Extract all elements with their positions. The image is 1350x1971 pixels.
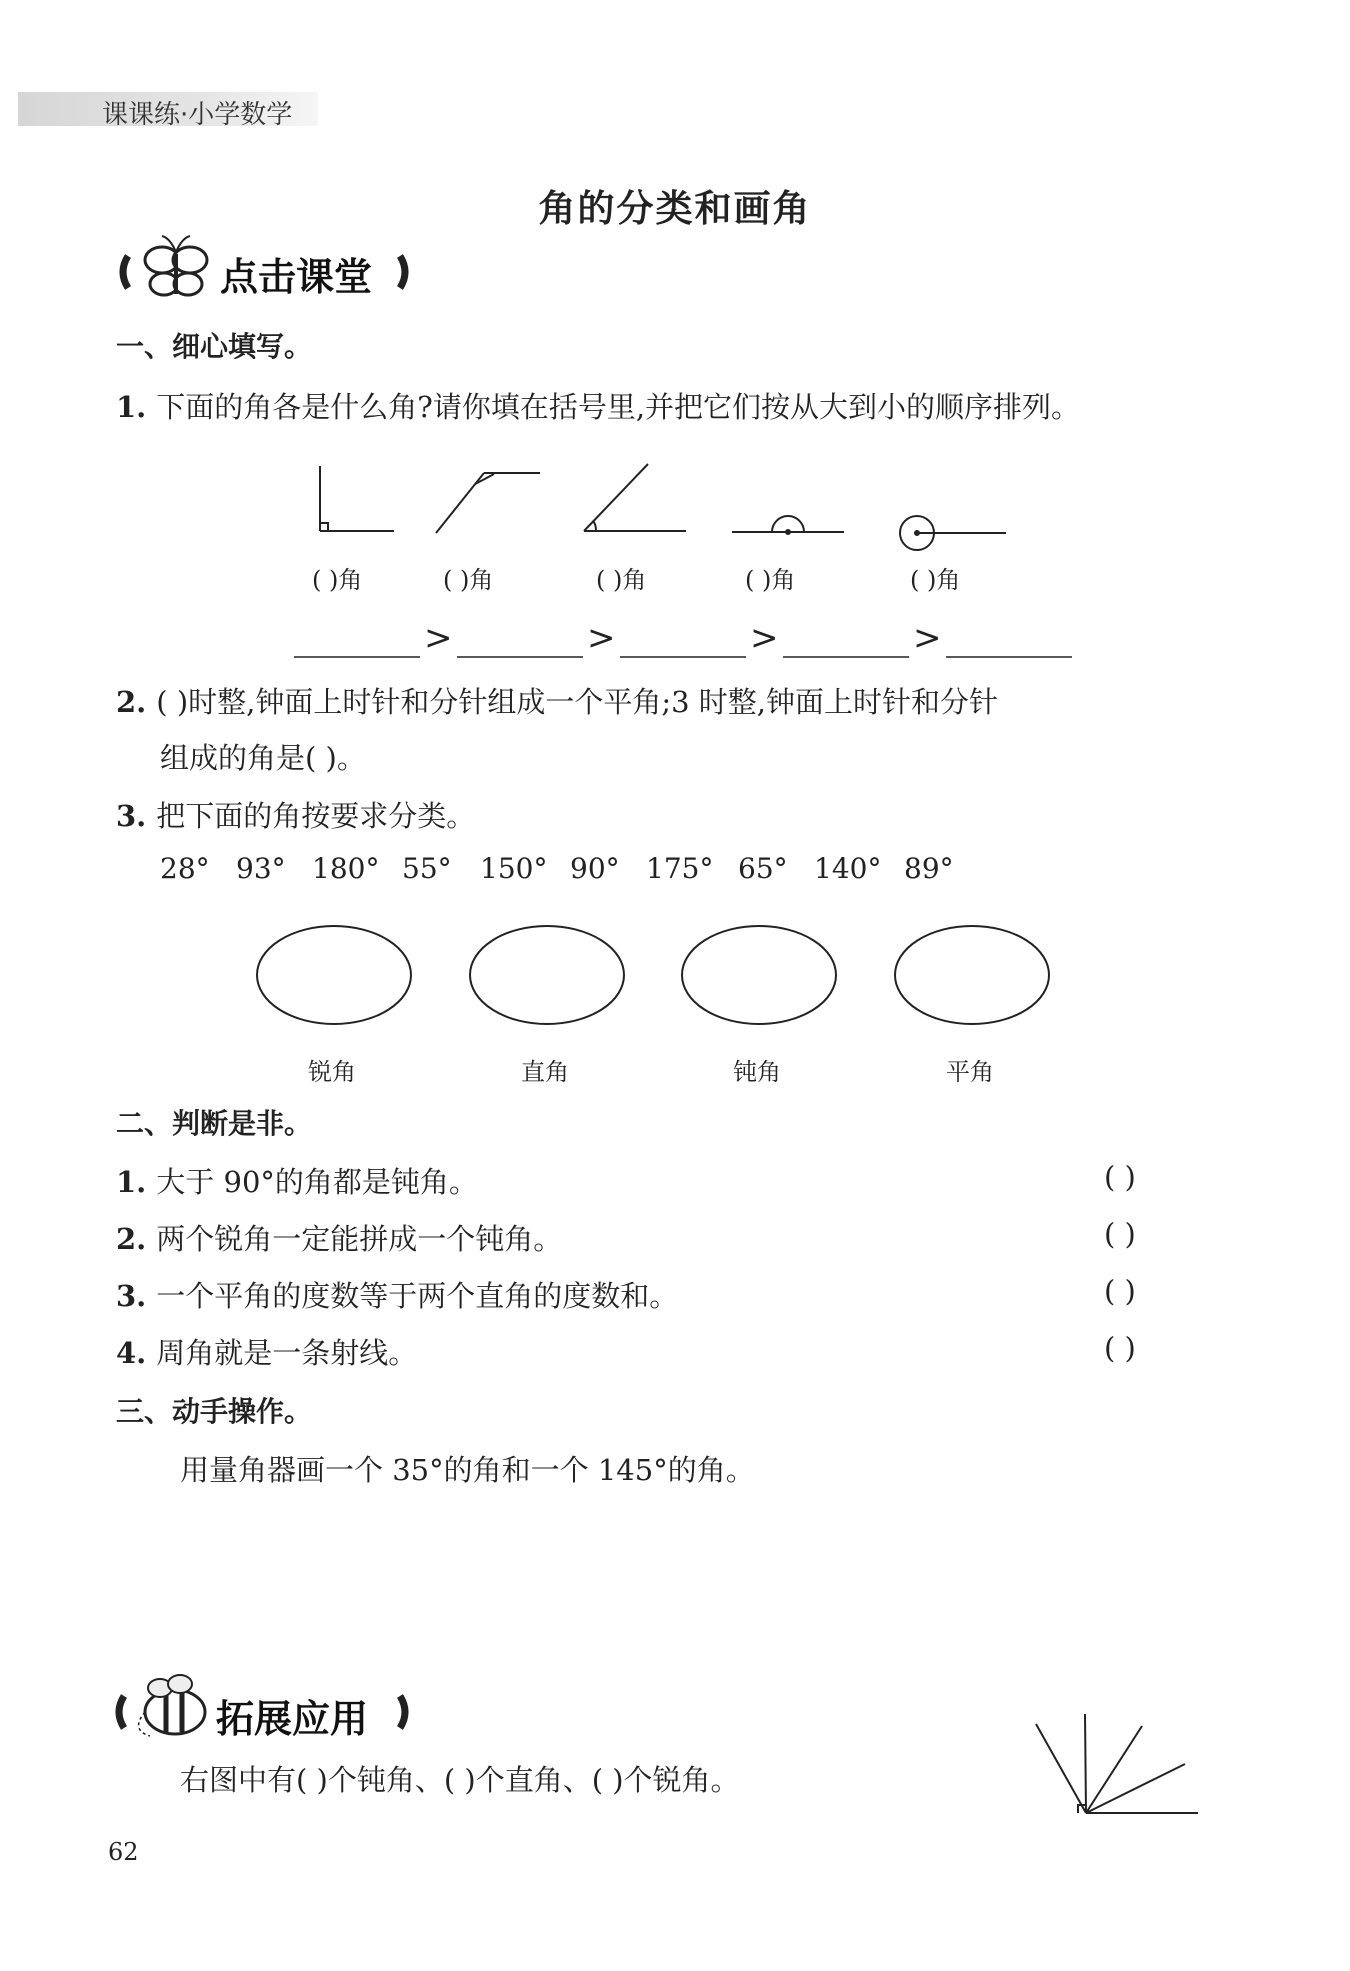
q1 [116,385,1080,426]
degree-4: 150° [480,852,548,885]
category-ovals [257,926,1049,1024]
order-sign-3: > [750,618,779,658]
part3-heading: 三、动手操作。 [116,1395,313,1428]
angle-figure-obtuse [436,473,540,533]
section-extend-title: 拓展应用 [216,1697,369,1741]
judge-item-2-text: 两个锐角一定能拼成一个钝角。 [156,1222,563,1256]
category-right: 直角 [521,1058,569,1086]
category-straight: 平角 [946,1058,994,1086]
order-sign-4: > [913,618,942,658]
angle-figure-right [320,466,394,531]
degree-8: 140° [814,852,882,885]
degree-3: 55° [402,852,452,885]
judge-item-1-blank[interactable]: ( ) [1104,1160,1136,1194]
judge-item-1-number: 1. [116,1165,147,1199]
extension-rays-figure [1036,1714,1198,1813]
part1-heading: 一、细心填写。 [116,330,313,363]
page-number: 62 [108,1838,139,1866]
bee-icon [139,1675,205,1736]
part2-heading: 二、判断是非。 [116,1107,313,1140]
judge-item-2-number: 2. [116,1222,147,1256]
extend-question: 右图中有( )个钝角、( )个直角、( )个锐角。 [180,1763,740,1797]
part3-task: 用量角器画一个 35°的角和一个 145°的角。 [180,1453,755,1487]
angle-label-1: ( )角 [312,566,363,594]
degree-0: 28° [160,852,210,885]
judge-item-3-blank[interactable]: ( ) [1104,1274,1136,1308]
degree-6: 175° [646,852,714,885]
angle-figure-acute [584,464,686,531]
judge-item-4-number: 4. [116,1336,147,1370]
judge-item-2-blank[interactable]: ( ) [1104,1217,1136,1251]
degree-1: 93° [236,852,286,885]
judge-item-3-number: 3. [116,1279,147,1313]
degree-7: 65° [738,852,788,885]
q2-line2: 组成的角是( )。 [160,741,366,775]
judge-item-1 [116,1160,478,1201]
series-header: 课课练·小学数学 [102,100,293,130]
section-click-title: 点击课堂 [220,255,373,299]
judge-item-2 [116,1217,562,1258]
butterfly-icon [145,236,207,295]
q3-text: 把下面的角按要求分类。 [156,799,476,833]
q2-text-1: ( )时整,钟面上时针和分针组成一个平角;3 时整,钟面上时针和分针 [156,685,999,719]
q1-text: 下面的角各是什么角?请你填在括号里,并把它们按从大到小的顺序排列。 [156,390,1081,424]
order-sign-1: > [424,618,453,658]
q2-number: 2. [116,685,147,719]
judge-item-3-text: 一个平角的度数等于两个直角的度数和。 [156,1279,679,1313]
judge-item-3 [116,1274,678,1315]
angle-label-3: ( )角 [596,566,647,594]
q2-line1 [116,680,998,721]
angle-label-4: ( )角 [745,566,796,594]
judge-item-4-text: 周角就是一条射线。 [156,1336,418,1370]
angle-figure-straight [732,516,844,534]
degree-2: 180° [312,852,380,885]
degree-9: 89° [904,852,954,885]
judge-item-4 [116,1331,417,1372]
q3 [116,794,475,835]
angle-label-2: ( )角 [443,566,494,594]
degree-5: 90° [570,852,620,885]
category-acute: 锐角 [308,1058,356,1086]
angle-figure-full [900,516,1006,550]
judge-item-4-blank[interactable]: ( ) [1104,1331,1136,1365]
judge-item-1-text: 大于 90°的角都是钝角。 [156,1165,478,1199]
angle-label-5: ( )角 [910,566,961,594]
q1-number: 1. [116,390,147,424]
order-sign-2: > [587,618,616,658]
page-title: 角的分类和画角 [538,187,812,230]
category-obtuse: 钝角 [733,1058,781,1086]
q3-number: 3. [116,799,147,833]
